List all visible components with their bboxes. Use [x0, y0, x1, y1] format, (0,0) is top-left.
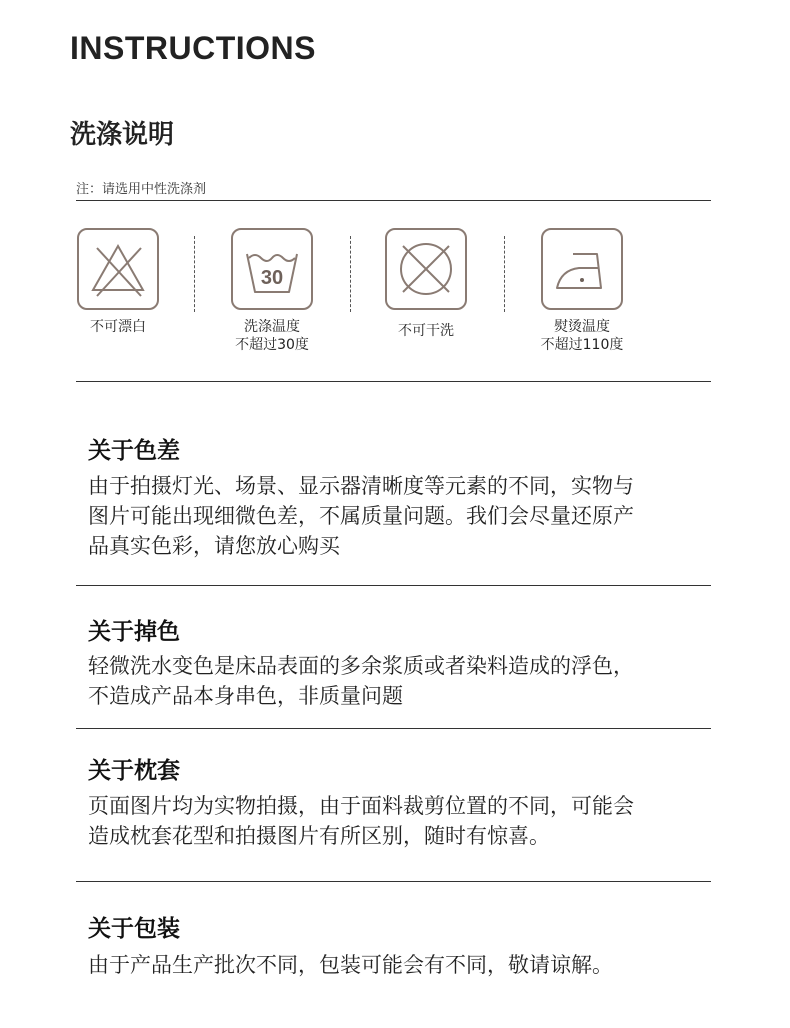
care-label-line: 熨烫温度 — [554, 319, 610, 335]
body-line: 不造成产品本身串色，非质量问题 — [88, 684, 403, 708]
dashed-divider — [504, 236, 505, 312]
no-dry-clean-icon — [385, 228, 467, 310]
care-label-line: 不超过110度 — [540, 337, 624, 353]
page-title: INSTRUCTIONS — [70, 30, 316, 66]
section-body-packaging — [88, 950, 718, 980]
section-title-washing: 洗涤说明 — [70, 120, 175, 150]
iron-icon — [541, 228, 623, 310]
body-line: 图片可能出现细微色差，不属质量问题。我们会尽量还原产 — [88, 504, 634, 528]
body-line: 由于拍摄灯光、场景、显示器清晰度等元素的不同，实物与 — [88, 474, 634, 498]
section-body-pillowcase — [88, 791, 718, 851]
care-label: 不可干洗 — [398, 323, 454, 339]
care-icons-row — [60, 228, 710, 368]
divider — [76, 585, 711, 586]
no-bleach-icon — [77, 228, 159, 310]
care-label-line: 不超过30度 — [235, 337, 309, 353]
care-item-wash-30 — [212, 228, 332, 354]
detergent-note: 注：请选用中性洗涤剂 — [76, 182, 207, 197]
care-item-no-dry-clean — [366, 228, 486, 340]
care-label-line: 洗涤温度 — [244, 319, 300, 335]
divider — [76, 381, 711, 382]
body-line: 由于产品生产批次不同，包装可能会有不同，敬请谅解。 — [88, 953, 613, 977]
body-line: 造成枕套花型和拍摄图片有所区别，随时有惊喜。 — [88, 824, 550, 848]
body-line: 品真实色彩，请您放心购买 — [88, 534, 340, 558]
wash-temp-value: 30 — [260, 267, 284, 289]
dashed-divider — [194, 236, 195, 312]
divider — [76, 881, 711, 882]
section-heading-fading: 关于掉色 — [88, 619, 180, 645]
wash-30-icon — [231, 228, 313, 310]
body-line: 页面图片均为实物拍摄，由于面料裁剪位置的不同，可能会 — [88, 794, 634, 818]
care-label — [212, 318, 332, 354]
dashed-divider — [350, 236, 351, 312]
section-body-color-difference — [88, 471, 718, 561]
section-body-fading — [88, 651, 718, 711]
divider — [76, 200, 711, 201]
section-heading-color-difference: 关于色差 — [88, 438, 180, 464]
care-item-no-bleach — [58, 228, 178, 336]
divider — [76, 728, 711, 729]
care-item-iron — [522, 228, 642, 354]
care-label: 不可漂白 — [90, 319, 146, 335]
care-label — [522, 318, 642, 354]
body-line: 轻微洗水变色是床品表面的多余浆质或者染料造成的浮色， — [88, 654, 634, 678]
section-heading-packaging: 关于包装 — [88, 916, 180, 942]
section-heading-pillowcase: 关于枕套 — [88, 758, 180, 784]
